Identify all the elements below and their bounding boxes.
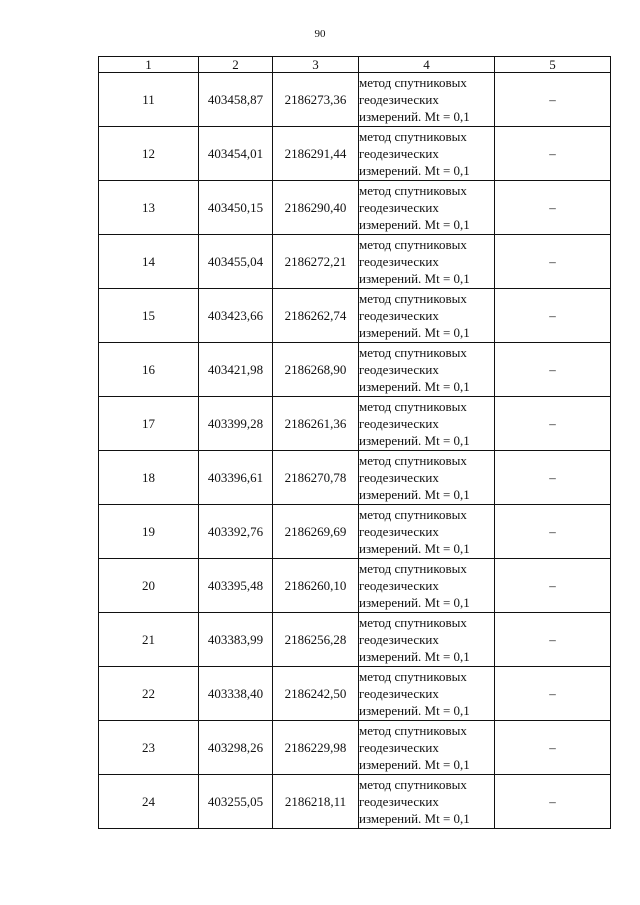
method-line-2: геодезических bbox=[359, 740, 439, 755]
method-description bbox=[359, 73, 495, 127]
table-row bbox=[99, 73, 611, 127]
header-col-5: 5 bbox=[495, 57, 611, 73]
table-row bbox=[99, 613, 611, 667]
col-5-value: – bbox=[495, 505, 611, 559]
method-line-1: метод спутниковых bbox=[359, 345, 467, 360]
coordinate-y: 2186242,50 bbox=[273, 667, 359, 721]
method-line-3: измерений. Mt = 0,1 bbox=[359, 325, 470, 340]
coordinate-x: 403421,98 bbox=[199, 343, 273, 397]
method-line-2: геодезических bbox=[359, 632, 439, 647]
coordinate-x: 403423,66 bbox=[199, 289, 273, 343]
coordinate-y: 2186268,90 bbox=[273, 343, 359, 397]
point-number: 14 bbox=[99, 235, 199, 289]
method-description bbox=[359, 343, 495, 397]
col-5-value: – bbox=[495, 451, 611, 505]
coordinate-x: 403454,01 bbox=[199, 127, 273, 181]
coordinate-y: 2186229,98 bbox=[273, 721, 359, 775]
point-number: 12 bbox=[99, 127, 199, 181]
col-5-value: – bbox=[495, 127, 611, 181]
method-line-2: геодезических bbox=[359, 254, 439, 269]
method-line-1: метод спутниковых bbox=[359, 129, 467, 144]
coordinate-y: 2186256,28 bbox=[273, 613, 359, 667]
coordinate-y: 2186262,74 bbox=[273, 289, 359, 343]
table-row bbox=[99, 235, 611, 289]
point-number: 23 bbox=[99, 721, 199, 775]
method-line-2: геодезических bbox=[359, 362, 439, 377]
method-line-3: измерений. Mt = 0,1 bbox=[359, 271, 470, 286]
table-row bbox=[99, 397, 611, 451]
method-line-2: геодезических bbox=[359, 794, 439, 809]
coordinate-x: 403383,99 bbox=[199, 613, 273, 667]
point-number: 24 bbox=[99, 775, 199, 829]
method-line-3: измерений. Mt = 0,1 bbox=[359, 433, 470, 448]
col-5-value: – bbox=[495, 667, 611, 721]
table-row bbox=[99, 451, 611, 505]
point-number: 11 bbox=[99, 73, 199, 127]
method-description bbox=[359, 775, 495, 829]
method-description bbox=[359, 235, 495, 289]
coordinate-x: 403396,61 bbox=[199, 451, 273, 505]
table-row bbox=[99, 127, 611, 181]
method-line-3: измерений. Mt = 0,1 bbox=[359, 217, 470, 232]
page-number: 90 bbox=[314, 28, 326, 40]
method-line-2: геодезических bbox=[359, 146, 439, 161]
method-line-1: метод спутниковых bbox=[359, 777, 467, 792]
method-line-3: измерений. Mt = 0,1 bbox=[359, 595, 470, 610]
coordinate-y: 2186273,36 bbox=[273, 73, 359, 127]
method-line-2: геодезических bbox=[359, 200, 439, 215]
table-row bbox=[99, 289, 611, 343]
header-row bbox=[99, 57, 611, 73]
point-number: 18 bbox=[99, 451, 199, 505]
point-number: 15 bbox=[99, 289, 199, 343]
col-5-value: – bbox=[495, 289, 611, 343]
col-5-value: – bbox=[495, 721, 611, 775]
col-5-value: – bbox=[495, 397, 611, 451]
table-row bbox=[99, 775, 611, 829]
method-line-3: измерений. Mt = 0,1 bbox=[359, 379, 470, 394]
point-number: 16 bbox=[99, 343, 199, 397]
table-row bbox=[99, 559, 611, 613]
point-number: 20 bbox=[99, 559, 199, 613]
header-col-4: 4 bbox=[359, 57, 495, 73]
point-number: 19 bbox=[99, 505, 199, 559]
coordinate-y: 2186290,40 bbox=[273, 181, 359, 235]
method-line-1: метод спутниковых bbox=[359, 453, 467, 468]
method-line-1: метод спутниковых bbox=[359, 615, 467, 630]
method-line-2: геодезических bbox=[359, 416, 439, 431]
method-line-3: измерений. Mt = 0,1 bbox=[359, 487, 470, 502]
coordinate-x: 403399,28 bbox=[199, 397, 273, 451]
coordinate-y: 2186261,36 bbox=[273, 397, 359, 451]
method-line-3: измерений. Mt = 0,1 bbox=[359, 757, 470, 772]
table-row bbox=[99, 181, 611, 235]
table-row bbox=[99, 721, 611, 775]
coordinate-x: 403395,48 bbox=[199, 559, 273, 613]
header-col-2: 2 bbox=[199, 57, 273, 73]
coordinate-x: 403255,05 bbox=[199, 775, 273, 829]
method-line-2: геодезических bbox=[359, 686, 439, 701]
method-line-2: геодезических bbox=[359, 470, 439, 485]
coordinate-x: 403455,04 bbox=[199, 235, 273, 289]
table-row bbox=[99, 505, 611, 559]
method-line-1: метод спутниковых bbox=[359, 561, 467, 576]
coordinate-x: 403392,76 bbox=[199, 505, 273, 559]
coordinate-x: 403298,26 bbox=[199, 721, 273, 775]
table-row bbox=[99, 343, 611, 397]
point-number: 21 bbox=[99, 613, 199, 667]
method-description bbox=[359, 127, 495, 181]
method-line-3: измерений. Mt = 0,1 bbox=[359, 109, 470, 124]
table-body bbox=[99, 73, 611, 829]
coordinate-y: 2186270,78 bbox=[273, 451, 359, 505]
method-line-3: измерений. Mt = 0,1 bbox=[359, 811, 470, 826]
method-line-1: метод спутниковых bbox=[359, 75, 467, 90]
method-description bbox=[359, 505, 495, 559]
method-description bbox=[359, 397, 495, 451]
col-5-value: – bbox=[495, 235, 611, 289]
point-number: 22 bbox=[99, 667, 199, 721]
method-description bbox=[359, 667, 495, 721]
method-line-1: метод спутниковых bbox=[359, 291, 467, 306]
method-line-3: измерений. Mt = 0,1 bbox=[359, 541, 470, 556]
table-header bbox=[99, 57, 611, 73]
col-5-value: – bbox=[495, 343, 611, 397]
coordinate-y: 2186218,11 bbox=[273, 775, 359, 829]
coordinate-x: 403338,40 bbox=[199, 667, 273, 721]
method-line-1: метод спутниковых bbox=[359, 723, 467, 738]
method-description bbox=[359, 559, 495, 613]
method-line-1: метод спутниковых bbox=[359, 399, 467, 414]
col-5-value: – bbox=[495, 73, 611, 127]
method-line-1: метод спутниковых bbox=[359, 237, 467, 252]
col-5-value: – bbox=[495, 613, 611, 667]
point-number: 13 bbox=[99, 181, 199, 235]
method-line-3: измерений. Mt = 0,1 bbox=[359, 649, 470, 664]
coordinates-table bbox=[98, 56, 611, 829]
method-line-1: метод спутниковых bbox=[359, 507, 467, 522]
col-5-value: – bbox=[495, 775, 611, 829]
method-line-2: геодезических bbox=[359, 578, 439, 593]
method-description bbox=[359, 613, 495, 667]
coordinate-y: 2186291,44 bbox=[273, 127, 359, 181]
col-5-value: – bbox=[495, 559, 611, 613]
method-line-1: метод спутниковых bbox=[359, 183, 467, 198]
point-number: 17 bbox=[99, 397, 199, 451]
coordinate-y: 2186269,69 bbox=[273, 505, 359, 559]
coordinate-x: 403450,15 bbox=[199, 181, 273, 235]
method-description bbox=[359, 181, 495, 235]
header-col-1: 1 bbox=[99, 57, 199, 73]
method-description bbox=[359, 289, 495, 343]
header-col-3: 3 bbox=[273, 57, 359, 73]
method-line-2: геодезических bbox=[359, 524, 439, 539]
method-line-2: геодезических bbox=[359, 308, 439, 323]
method-description bbox=[359, 721, 495, 775]
table-row bbox=[99, 667, 611, 721]
coordinate-y: 2186272,21 bbox=[273, 235, 359, 289]
method-line-3: измерений. Mt = 0,1 bbox=[359, 703, 470, 718]
col-5-value: – bbox=[495, 181, 611, 235]
method-description bbox=[359, 451, 495, 505]
coordinate-y: 2186260,10 bbox=[273, 559, 359, 613]
method-line-2: геодезических bbox=[359, 92, 439, 107]
method-line-1: метод спутниковых bbox=[359, 669, 467, 684]
coordinate-x: 403458,87 bbox=[199, 73, 273, 127]
method-line-3: измерений. Mt = 0,1 bbox=[359, 163, 470, 178]
